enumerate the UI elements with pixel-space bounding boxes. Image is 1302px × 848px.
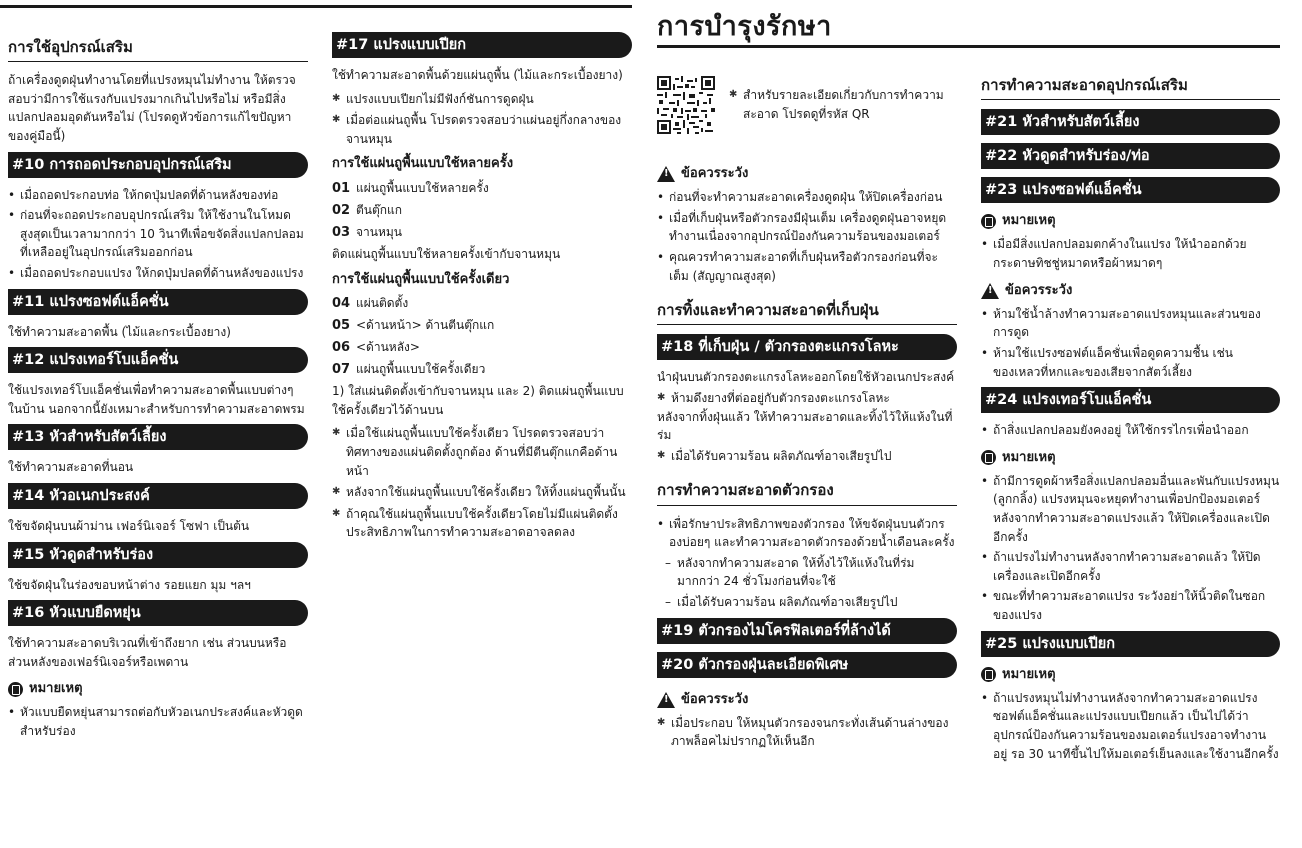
list-item: • ถ้าแปรงไม่ทำงานหลังจากทำความสะอาดแล้ว ให้ปิดเครื่องและเปิดอีกครั้ง [981, 548, 1280, 585]
list-item: • ห้ามใช้น้ำล้างทำความสะอาดแปรงหมุนและส่วนของการดูด [981, 305, 1280, 342]
bar-16: #16 หัวแบบยืดหยุ่น [8, 600, 308, 626]
list-item: • เมื่อถอดประกอบแปรง ให้กดปุ่มปลดที่ด้านหลังของแปรง [8, 264, 308, 283]
single-heading: การใช้แผ่นถูพื้นแบบใช้ครั้งเดียว [332, 271, 510, 287]
note-heading: หมายเหตุ [981, 665, 1280, 685]
list-10 [8, 186, 308, 283]
bar-22: #22 หัวดูดสำหรับร่อง/ท่อ [981, 143, 1280, 169]
reuse-heading: การใช้แผ่นถูพื้นแบบใช้หลายครั้ง [332, 156, 514, 172]
note-18-a: ✱ ห้ามดึงยางที่ต่ออยู่กับตัวกรองตะแกรงโลหะ [657, 389, 957, 408]
bar-10: #10 การถอดประกอบอุปกรณ์เสริม [8, 152, 308, 178]
note-heading: หมายเหตุ [8, 679, 308, 699]
note-icon [981, 214, 996, 229]
list-item: • ถ้าแปรงหมุนไม่ทำงานหลังจากทำความสะอาดแปรงซอฟต์แอ็คชั่นและแปรงแบบเปียกแล้ว เป็นไปได้ว่าอุปกรณ์ป้องกันความร้อนของมอเตอร์แปรงอาจทำงานอยู่ รอ 30 นาทีขึ้นไปให้มอเตอร์เย็นลงและใช้งานอีกครั้ง [981, 689, 1280, 763]
single-text: 1) ใส่แผ่นติดตั้งเข้ากับจานหมุน และ 2) ติดแผ่นถูพื้นแบบใช้ครั้งเดียวไว้ด้านบน [332, 384, 624, 417]
top-rule [0, 5, 632, 8]
list-item: • หัวแบบยืดหยุ่นสามารถต่อกับหัวอเนกประสงค์และหัวดูดสำหรับร่อง [8, 703, 308, 740]
list-item: – หลังจากทำความสะอาด ให้ทิ้งไว้ให้แห้งในที่ร่มมากกว่า 24 ชั่วโมงก่อนที่จะใช้ [665, 554, 957, 591]
bar-11: #11 แปรงซอฟต์แอ็คชั่น [8, 289, 308, 315]
text-14: ใช้ขจัดฝุ่นบนผ้าม่าน เฟอร์นิเจอร์ โซฟา เป็นต้น [8, 518, 250, 533]
qr-row [657, 76, 957, 134]
reuse-item: 02 ตีนตุ๊กแก [332, 202, 403, 218]
warn-list-23 [981, 305, 1280, 381]
bar-13: #13 หัวสำหรับสัตว์เลี้ยง [8, 424, 308, 450]
bar-21: #21 หัวสำหรับสัตว์เลี้ยง [981, 109, 1280, 135]
list-item: • เพื่อรักษาประสิทธิภาพของตัวกรอง ให้ขจัดฝุ่นบนตัวกรองบ่อยๆ และทำความสะอาดตัวกรองด้วยน้ำเดือนละครั้ง [657, 515, 957, 552]
list-item: • ห้ามใช้แปรงซอฟต์แอ็คชั่นเพื่อดูดความชื้น เช่น ของเหลวที่หกและของเสียจากสัตว์เลี้ยง [981, 344, 1280, 381]
note-icon [981, 450, 996, 465]
column-4 [981, 74, 1280, 768]
list-item: • ถ้ามีการดูดผ้าหรือสิ่งแปลกปลอมอื่นและพันกับแปรงหมุน (ลูกกลิ้ง) แปรงหมุนจะหยุดทำงานเพื่อปกป้องมอเตอร์ หลังจากทำความสะอาดแปรงแล้ว ให้ปิดเครื่องและเปิดอีกครั้ง [981, 472, 1280, 546]
text-18: นำฝุ่นบนตัวกรองตะแกรงโลหะออกโดยใช้หัวอเนกประสงค์ [657, 370, 955, 385]
list-item: • เมื่อถอดประกอบท่อ ให้กดปุ่มปลดที่ด้านหลังของท่อ [8, 186, 308, 205]
note-icon [981, 667, 996, 682]
text-16: ใช้ทำความสะอาดบริเวณที่เข้าถึงยาก เช่น ส่วนบนหรือส่วนหลังของเฟอร์นิเจอร์หรือเพดาน [8, 636, 287, 669]
list-item: – เมื่อได้รับความร้อน ผลิตภัณฑ์อาจเสียรูปไป [665, 593, 957, 612]
warning-icon [981, 283, 999, 299]
filter-heading: การทำความสะอาดตัวกรอง [657, 479, 957, 505]
dust-heading: การทิ้งและทำความสะอาดที่เก็บฝุ่น [657, 299, 957, 325]
bar-23: #23 แปรงซอฟต์แอ็คชั่น [981, 177, 1280, 203]
note-17-b: ✱ เมื่อต่อแผ่นถูพื้น โปรดตรวจสอบว่าแผ่นอยู่กึ่งกลางของจานหมุน [332, 111, 632, 148]
reuse-item: 01 แผ่นถูพื้นแบบใช้หลายครั้ง [332, 180, 489, 196]
list-item: • ก่อนที่จะถอดประกอบอุปกรณ์เสริม ให้ใช้งานในโหมดสูงสุดเป็นเวลามากกว่า 10 วินาทีเพื่อขจัดสิ่งแปลกปลอมที่เหลืออยู่ในอุปกรณ์เสริมออกก่อน [8, 206, 308, 262]
bar-12: #12 แปรงเทอร์โบแอ็คชั่น [8, 347, 308, 373]
bar-25: #25 แปรงแบบเปียก [981, 631, 1280, 657]
column-3 [657, 48, 957, 754]
warning-heading: ! ข้อควรระวัง [657, 164, 957, 184]
text-15: ใช้ขจัดฝุ่นในร่องขอบหน้าต่าง รอยแยก มุม ฯลฯ [8, 577, 251, 592]
column-1 [8, 36, 308, 746]
warning-icon [657, 692, 675, 708]
list-item: • ถ้าสิ่งแปลกปลอมยังคงอยู่ ให้ใช้กรรไกรเพื่อนำออก [981, 421, 1280, 440]
text-13: ใช้ทำความสะอาดที่นอน [8, 460, 134, 475]
single-note: ✱ เมื่อใช้แผ่นถูพื้นแบบใช้ครั้งเดียว โปรดตรวจสอบว่าทิศทางของแผ่นติดตั้งถูกต้อง ด้านที่มีตีนตุ๊กแกคือด้านหน้า [332, 424, 632, 480]
note-heading: หมายเหตุ [981, 448, 1280, 468]
page-title: การบำรุงรักษา [657, 11, 832, 42]
single-item: 04 แผ่นติดตั้ง [332, 295, 409, 311]
list-item: • เมื่อที่เก็บฝุ่นหรือตัวกรองมีฝุ่นเต็ม เครื่องดูดฝุ่นอาจหยุดทำงานเนื่องจากอุปกรณ์ป้องกันความร้อนของมอเตอร์ [657, 209, 957, 246]
reuse-item: 03 จานหมุน [332, 224, 402, 240]
text-18-b: หลังจากทิ้งฝุ่นแล้ว ให้ทำความสะอาดและทิ้งไว้ให้แห้งในที่ร่ม [657, 409, 953, 443]
section-heading-accessories: การใช้อุปกรณ์เสริม [8, 36, 308, 62]
warning-heading: ! ข้อควรระวัง [981, 281, 1280, 301]
bar-17: #17 แปรงแบบเปียก [332, 32, 632, 58]
note-20: ✱ เมื่อประกอบ ให้หมุนตัวกรองจนกระทั่งเส้นด้านล่างของภาพล็อคไม่ปรากฏให้เห็นอีก [657, 714, 957, 751]
note-icon [8, 682, 23, 697]
warning-list [657, 188, 957, 285]
bar-18: #18 ที่เก็บฝุ่น / ตัวกรองตะแกรงโลหะ [657, 334, 957, 360]
list-item: • ก่อนที่จะทำความสะอาดเครื่องดูดฝุ่น ให้ปิดเครื่องก่อน [657, 188, 957, 207]
intro-text: ถ้าเครื่องดูดฝุ่นทำงานโดยที่แปรงหมุนไม่ทำงาน ให้ตรวจสอบว่ามีการใช้แรงกับแปรงมากเกินไปหรือไม่ หรือมีสิ่งแปลกปลอมอุดตันหรือไม่ (โปรดดูหัวข้อการแก้ไขปัญหาของคู่มือนี้) [8, 73, 296, 144]
qr-code-icon [657, 76, 715, 134]
note-list-24 [981, 472, 1280, 625]
single-item: 07 แผ่นถูพื้นแบบใช้ครั้งเดียว [332, 362, 486, 378]
note-17-a: ✱ แปรงแบบเปียกไม่มีฟังก์ชันการดูดฝุ่น [332, 90, 632, 109]
bar-14: #14 หัวอเนกประสงค์ [8, 483, 308, 509]
section-heading-cleaning: การทำความสะอาดอุปกรณ์เสริม [981, 74, 1280, 100]
filter-list [657, 515, 957, 552]
single-item: 06 <ด้านหลัง> [332, 339, 420, 355]
list-item: • เมื่อมีสิ่งแปลกปลอมตกค้างในแปรง ให้นำออกด้วยกระดาษทิชชู่หมาดหรือผ้าหมาดๆ [981, 235, 1280, 272]
single-item: 05 <ด้านหน้า> ด้านตีนตุ๊กแก [332, 317, 495, 333]
bar-19: #19 ตัวกรองไมโครฟิลเตอร์ที่ล้างได้ [657, 618, 957, 644]
note-list-23 [981, 235, 1280, 272]
list-24 [981, 421, 1280, 440]
list-item: • ขณะที่ทำความสะอาดแปรง ระวังอย่าให้นิ้วติดในซอกของแปรง [981, 587, 1280, 624]
bar-20: #20 ตัวกรองฝุ่นละเอียดพิเศษ [657, 652, 957, 678]
text-12: ใช้แปรงเทอร์โบแอ็คชั่นเพื่อทำความสะอาดพื้นแบบต่างๆ ในบ้าน นอกจากนี้ยังเหมาะสำหรับการทำความสะอาดพรม [8, 383, 305, 416]
bar-15: #15 หัวดูดสำหรับร่อง [8, 542, 308, 568]
single-note: ✱ ถ้าคุณใช้แผ่นถูพื้นแบบใช้ครั้งเดียวโดยไม่มีแผ่นติดตั้ง ประสิทธิภาพในการทำความสะอาดอาจลดลง [332, 505, 632, 542]
text-17: ใช้ทำความสะอาดพื้นด้วยแผ่นถูพื้น (ไม้และกระเบื้องยาง) [332, 68, 623, 82]
text-11: ใช้ทำความสะอาดพื้น (ไม้และกระเบื้องยาง) [8, 324, 231, 339]
filter-dash-list [665, 554, 957, 612]
note-list-16 [8, 703, 308, 740]
list-item: • คุณควรทำความสะอาดที่เก็บฝุ่นหรือตัวกรองก่อนที่จะเต็ม (สัญญาณสูงสุด) [657, 248, 957, 285]
single-note: ✱ หลังจากใช้แผ่นถูพื้นแบบใช้ครั้งเดียว ให้ทิ้งแผ่นถูพื้นนั้น [332, 483, 632, 502]
note-18-b: ✱ เมื่อได้รับความร้อน ผลิตภัณฑ์อาจเสียรูปไป [657, 447, 957, 466]
reuse-text: ติดแผ่นถูพื้นแบบใช้หลายครั้งเข้ากับจานหมุน [332, 246, 561, 261]
qr-text: ✱ สำหรับรายละเอียดเกี่ยวกับการทำความสะอาด โปรดดูที่รหัส QR [729, 86, 957, 123]
column-2 [332, 32, 632, 545]
note-heading: หมายเหตุ [981, 211, 1280, 231]
warning-heading: ! ข้อควรระวัง [657, 690, 957, 710]
note-list-25 [981, 689, 1280, 763]
warning-icon [657, 166, 675, 182]
bar-24: #24 แปรงเทอร์โบแอ็คชั่น [981, 387, 1280, 413]
